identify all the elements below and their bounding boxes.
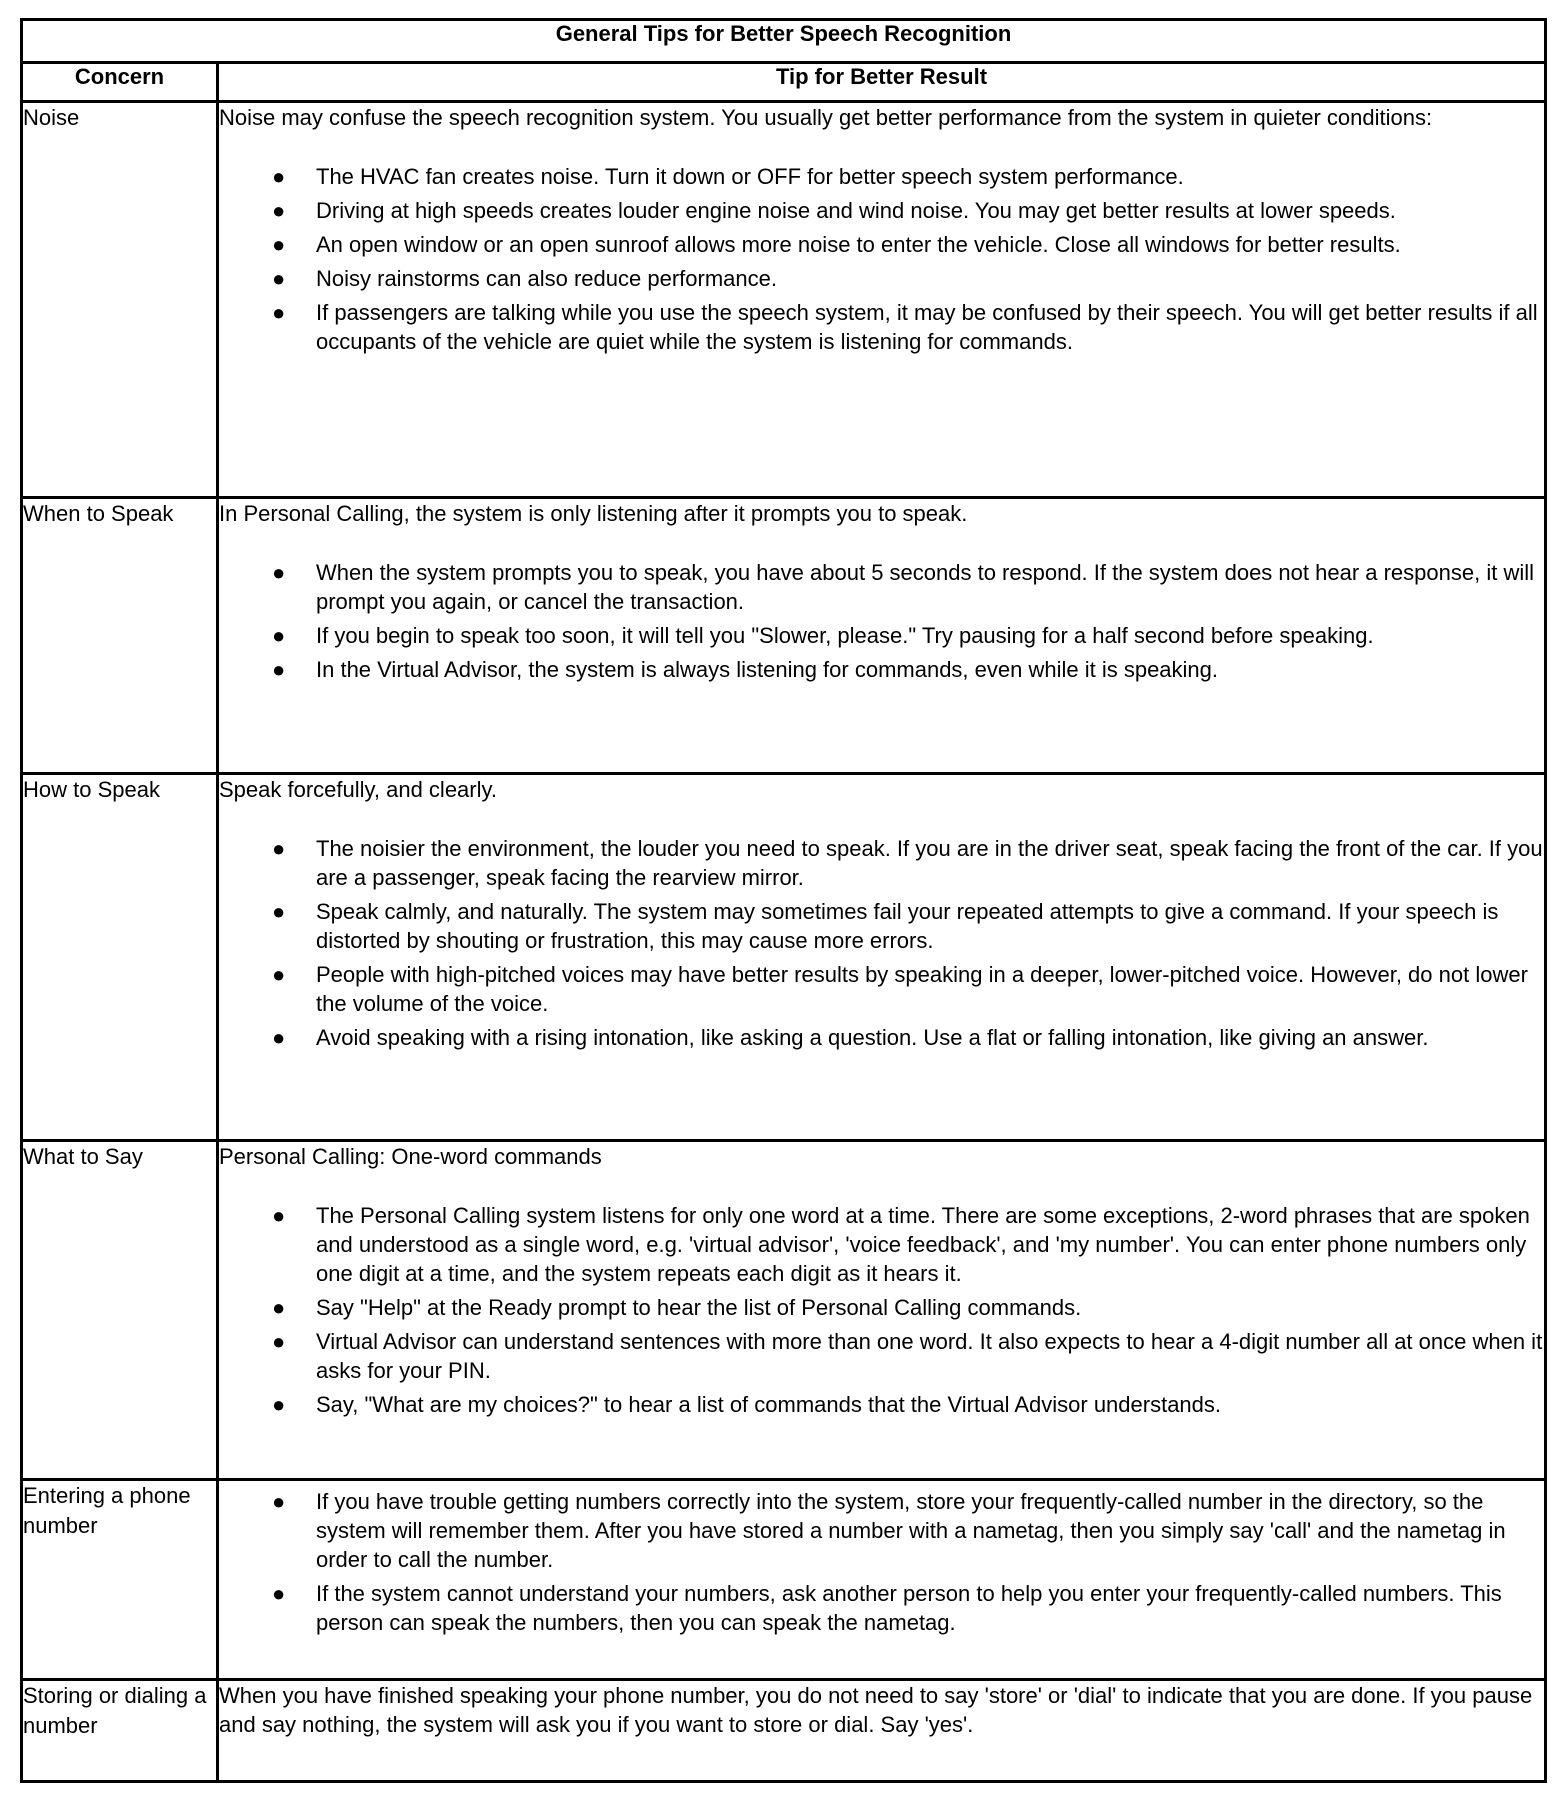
tip-cell	[218, 498, 1546, 774]
bullet-text: If the system cannot understand your numbers, ask another person to help you enter your frequently-called numbers. This person can speak the numbers, then you can speak the nametag.	[316, 1581, 1502, 1635]
table-row-storing-or-dialing	[22, 1680, 1546, 1782]
bullet-text: If passengers are talking while you use the speech system, it may be confused by their speech. You will get better results if all occupants of the vehicle are quiet while the system is listening for commands.	[316, 300, 1538, 354]
bullet-text: If you have trouble getting numbers correctly into the system, store your frequently-called number in the directory, so the system will remember them. After you have stored a number with a nametag, then you simply say 'call' and the nametag in order to call the number.	[316, 1489, 1506, 1572]
table-row-how-to-speak	[22, 774, 1546, 1141]
list-item	[272, 558, 1544, 616]
bullet-text: Virtual Advisor can understand sentences with more than one word. It also expects to hear a 4-digit number all at once when it asks for your PIN.	[316, 1329, 1543, 1383]
tip-cell	[218, 102, 1546, 498]
concern-cell: Entering a phone number	[22, 1480, 218, 1680]
concern-column-header: Concern	[22, 63, 218, 102]
list-item	[272, 162, 1544, 191]
tip-cell	[218, 1480, 1546, 1680]
bullet-text: Driving at high speeds creates louder engine noise and wind noise. You may get better results at lower speeds.	[316, 198, 1396, 223]
tip-bullet-list	[219, 1201, 1544, 1419]
bullet-icon: ●	[272, 623, 286, 648]
tip-column-header: Tip for Better Result	[218, 63, 1546, 102]
list-item	[272, 230, 1544, 259]
concern-cell: Storing or dialing a number	[22, 1680, 218, 1782]
list-item	[272, 196, 1544, 225]
list-item	[272, 897, 1544, 955]
bullet-icon: ●	[272, 899, 286, 924]
concern-cell: How to Speak	[22, 774, 218, 1141]
concern-cell: Noise	[22, 102, 218, 498]
bullet-icon: ●	[272, 232, 286, 257]
tip-bullet-list	[219, 558, 1544, 684]
bullet-icon: ●	[272, 962, 286, 987]
bullet-text: People with high-pitched voices may have better results by speaking in a deeper, lower-pitched voice. However, do not lower the volume of the voice.	[316, 962, 1528, 1016]
tip-cell	[218, 1141, 1546, 1480]
tip-cell	[218, 1680, 1546, 1782]
bullet-icon: ●	[272, 1329, 286, 1354]
bullet-text: Say "Help" at the Ready prompt to hear the list of Personal Calling commands.	[316, 1295, 1082, 1320]
list-item	[272, 621, 1544, 650]
bullet-text: The Personal Calling system listens for only one word at a time. There are some exceptions, 2-word phrases that are spoken and understood as a single word, e.g. 'virtual advisor', 'voice feedback', and 'my number'. You can enter phone numbers only one digit at a time, and the system repeats each digit as it hears it.	[316, 1203, 1530, 1286]
bullet-icon: ●	[272, 657, 286, 682]
bullet-text: The HVAC fan creates noise. Turn it down or OFF for better speech system performance.	[316, 164, 1184, 189]
bullet-icon: ●	[272, 300, 286, 325]
bullet-text: An open window or an open sunroof allows more noise to enter the vehicle. Close all windows for better results.	[316, 232, 1401, 257]
tip-bullet-list	[219, 834, 1544, 1052]
table-row-what-to-say	[22, 1141, 1546, 1480]
bullet-icon: ●	[272, 1025, 286, 1050]
list-item	[272, 960, 1544, 1018]
table-row-when-to-speak	[22, 498, 1546, 774]
bullet-icon: ●	[272, 198, 286, 223]
tip-intro: When you have finished speaking your phone number, you do not need to say 'store' or 'dial' to indicate that you are done. If you pause and say nothing, the system will ask you if you want to store or dial. Say 'yes'.	[219, 1683, 1533, 1737]
tips-table	[20, 18, 1547, 1783]
tip-bullet-list	[219, 162, 1544, 356]
bullet-text: Noisy rainstorms can also reduce performance.	[316, 266, 777, 291]
tip-bullet-list	[219, 1487, 1544, 1637]
tip-intro: Personal Calling: One-word commands	[219, 1144, 602, 1169]
tip-cell	[218, 774, 1546, 1141]
bullet-icon: ●	[272, 836, 286, 861]
bullet-icon: ●	[272, 1295, 286, 1320]
list-item	[272, 298, 1544, 356]
bullet-icon: ●	[272, 164, 286, 189]
concern-cell: What to Say	[22, 1141, 218, 1480]
tip-intro: Speak forcefully, and clearly.	[219, 777, 497, 802]
bullet-text: Speak calmly, and naturally. The system may sometimes fail your repeated attempts to give a command. If your speech is distorted by shouting or frustration, this may cause more errors.	[316, 899, 1499, 953]
bullet-icon: ●	[272, 266, 286, 291]
list-item	[272, 264, 1544, 293]
bullet-icon: ●	[272, 1581, 286, 1606]
list-item	[272, 1023, 1544, 1052]
list-item	[272, 1201, 1544, 1288]
concern-cell: When to Speak	[22, 498, 218, 774]
list-item	[272, 834, 1544, 892]
tip-intro: In Personal Calling, the system is only listening after it prompts you to speak.	[219, 501, 968, 526]
bullet-text: If you begin to speak too soon, it will tell you "Slower, please." Try pausing for a half second before speaking.	[316, 623, 1374, 648]
list-item	[272, 1327, 1544, 1385]
list-item	[272, 1579, 1544, 1637]
bullet-text: The noisier the environment, the louder you need to speak. If you are in the driver seat, speak facing the front of the car. If you are a passenger, speak facing the rearview mirror.	[316, 836, 1543, 890]
bullet-icon: ●	[272, 1203, 286, 1228]
bullet-text: In the Virtual Advisor, the system is always listening for commands, even while it is speaking.	[316, 657, 1219, 682]
table-row-entering-a-phone-number	[22, 1480, 1546, 1680]
bullet-text: When the system prompts you to speak, you have about 5 seconds to respond. If the system does not hear a response, it will prompt you again, or cancel the transaction.	[316, 560, 1534, 614]
bullet-icon: ●	[272, 1392, 286, 1417]
bullet-icon: ●	[272, 1489, 286, 1514]
list-item	[272, 1390, 1544, 1419]
list-item	[272, 1487, 1544, 1574]
bullet-text: Avoid speaking with a rising intonation, like asking a question. Use a flat or falling intonation, like giving an answer.	[316, 1025, 1429, 1050]
tip-intro: Noise may confuse the speech recognition system. You usually get better performance from the system in quieter conditions:	[219, 105, 1433, 130]
table-row-noise	[22, 102, 1546, 498]
table-title: General Tips for Better Speech Recognition	[22, 20, 1546, 63]
bullet-icon: ●	[272, 560, 286, 585]
list-item	[272, 1293, 1544, 1322]
list-item	[272, 655, 1544, 684]
bullet-text: Say, "What are my choices?" to hear a list of commands that the Virtual Advisor understands.	[316, 1392, 1222, 1417]
